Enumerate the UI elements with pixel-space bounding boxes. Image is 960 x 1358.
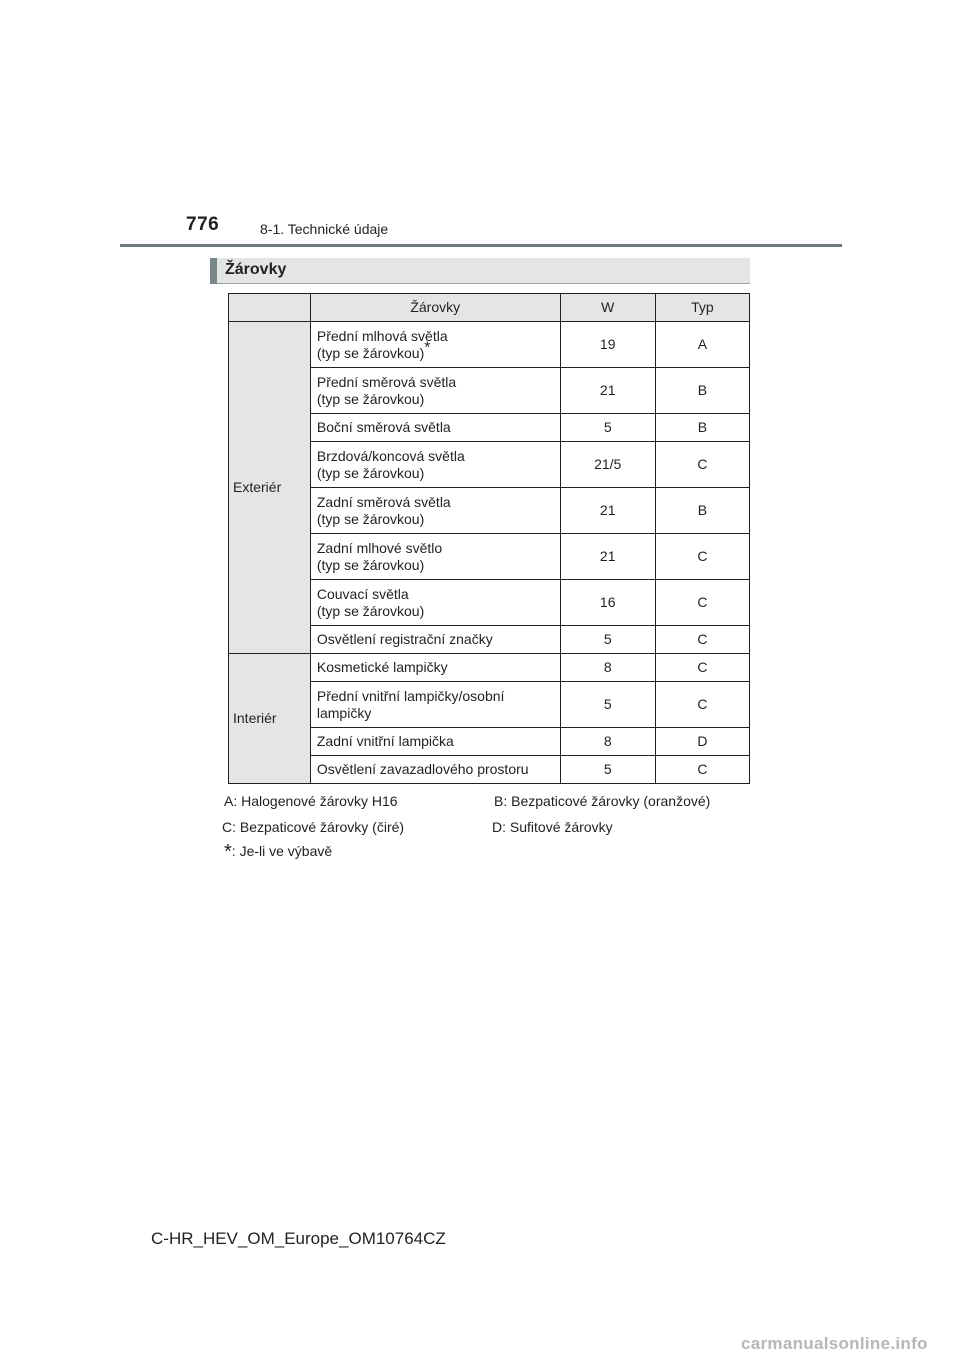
document-code: C-HR_HEV_OM_Europe_OM10764CZ xyxy=(151,1229,446,1248)
title-accent-bar xyxy=(210,258,217,284)
bulb-name-line: Zadní směrová světla xyxy=(316,493,451,510)
bulb-name-line: Boční směrová světla xyxy=(316,419,451,435)
watt-cell: 16 xyxy=(560,580,655,626)
bulb-name-cell xyxy=(310,682,560,728)
type-cell: C xyxy=(655,756,749,784)
header-type: Typ xyxy=(655,294,749,322)
bulb-name-cell xyxy=(310,626,560,654)
type-cell: B xyxy=(655,488,749,534)
bulb-name-line: (typ se žárovkou) xyxy=(316,464,425,481)
bulb-table-body xyxy=(229,322,750,784)
type-cell: C xyxy=(655,580,749,626)
type-cell: C xyxy=(655,682,749,728)
footnote xyxy=(224,841,333,863)
bulb-name-line: (typ se žárovkou) xyxy=(316,390,425,407)
type-cell: B xyxy=(655,368,749,414)
bulb-name-line: Couvací světla xyxy=(316,585,409,602)
section-header: 8-1. Technické údaje xyxy=(260,221,389,237)
watt-cell: 21 xyxy=(560,368,655,414)
table-row xyxy=(229,654,750,682)
bulb-name-line: Zadní vnitřní lampička xyxy=(316,733,454,749)
bulb-name-cell xyxy=(310,534,560,580)
bulb-name-line-wrap xyxy=(316,338,560,362)
bulb-name-line: (typ se žárovkou) xyxy=(316,602,425,619)
type-cell: C xyxy=(655,626,749,654)
watt-cell: 21 xyxy=(560,534,655,580)
footnote-star: * xyxy=(424,338,431,356)
bulb-name-line: Přední mlhová světla xyxy=(316,327,448,344)
watt-cell: 19 xyxy=(560,322,655,368)
bulb-name-line: Přední vnitřní lampičky/osobní xyxy=(316,687,505,704)
bulb-name-line: Zadní mlhové světlo xyxy=(316,539,443,556)
type-cell: D xyxy=(655,728,749,756)
bulb-name-cell xyxy=(310,756,560,784)
watermark: carmanualsonline.info xyxy=(741,1334,928,1353)
bulb-name-cell xyxy=(310,414,560,442)
type-cell: B xyxy=(655,414,749,442)
type-cell: C xyxy=(655,534,749,580)
table-row xyxy=(229,322,750,368)
watt-cell: 8 xyxy=(560,654,655,682)
legend-a: A: Halogenové žárovky H16 xyxy=(224,793,398,809)
section-title: Žárovky xyxy=(225,261,287,278)
bulb-name-cell xyxy=(310,488,560,534)
footnote-star: * xyxy=(224,841,232,863)
bulb-name-line: Brzdová/koncová světla xyxy=(316,447,465,464)
bulb-name-cell xyxy=(310,580,560,626)
footnote-text: : Je-li ve výbavě xyxy=(231,843,333,859)
bulb-name-line: (typ se žárovkou) xyxy=(316,344,425,361)
bulb-name-line: Kosmetické lampičky xyxy=(316,659,448,675)
watt-cell: 8 xyxy=(560,728,655,756)
bulb-name-line: (typ se žárovkou) xyxy=(316,510,425,527)
bulb-name-cell xyxy=(310,322,560,368)
bulb-name-line: (typ se žárovkou) xyxy=(316,556,425,573)
section-title-bar xyxy=(210,258,750,284)
bulb-name-line: Osvětlení zavazadlového prostoru xyxy=(316,761,529,777)
header-watts: W xyxy=(560,294,655,322)
group-label: Exteriér xyxy=(229,322,311,654)
bulb-table xyxy=(228,293,750,784)
bulb-name-line: lampičky xyxy=(316,704,372,721)
page-number: 776 xyxy=(186,214,220,235)
type-cell: C xyxy=(655,654,749,682)
watt-cell: 5 xyxy=(560,626,655,654)
watt-cell: 5 xyxy=(560,414,655,442)
bulb-name-cell xyxy=(310,368,560,414)
type-cell: C xyxy=(655,442,749,488)
bulb-name-cell xyxy=(310,728,560,756)
bulb-name-cell xyxy=(310,442,560,488)
header-divider xyxy=(120,244,842,247)
header-group-cell xyxy=(229,294,311,322)
group-label: Interiér xyxy=(229,654,311,784)
bulb-name-line: Osvětlení registrační značky xyxy=(316,631,493,647)
watt-cell: 5 xyxy=(560,756,655,784)
watt-cell: 21 xyxy=(560,488,655,534)
bulb-name-line: Přední směrová světla xyxy=(316,373,457,390)
legend-d: D: Sufitové žárovky xyxy=(492,819,613,835)
legend-b: B: Bezpaticové žárovky (oranžové) xyxy=(494,793,711,809)
watt-cell: 5 xyxy=(560,682,655,728)
watt-cell: 21/5 xyxy=(560,442,655,488)
type-cell: A xyxy=(655,322,749,368)
bulb-name-cell xyxy=(310,654,560,682)
header-bulbs: Žárovky xyxy=(310,294,560,322)
legend-c: C: Bezpaticové žárovky (čiré) xyxy=(222,819,405,835)
table-header-row xyxy=(229,294,750,322)
